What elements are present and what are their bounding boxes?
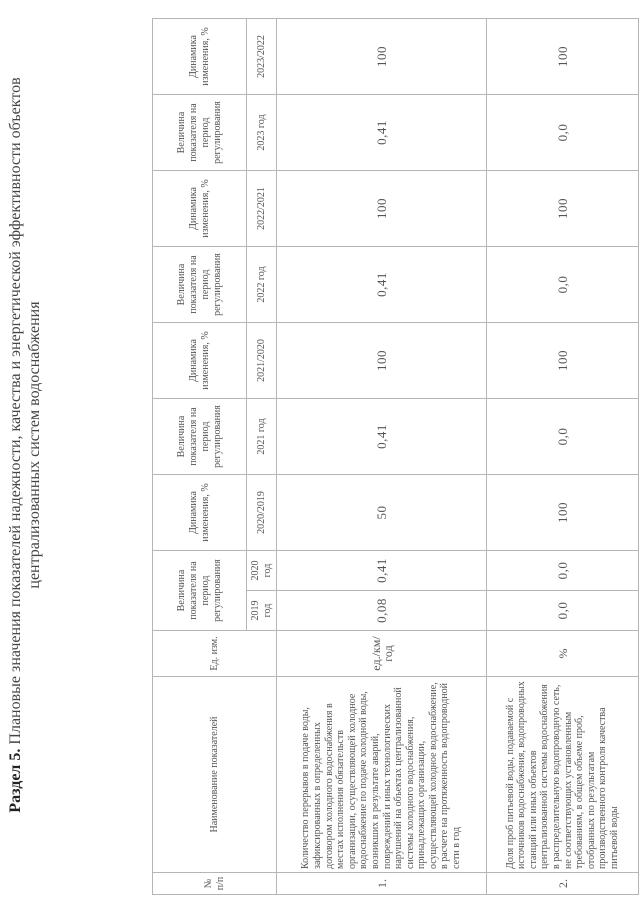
period-2023-2022: 2023/2022 — [247, 19, 277, 95]
section-title: Плановые значения показателей надежности, качества и энергетической эффективности объектов централизованных систем водоснабжения — [7, 77, 43, 745]
col-unit-header: Ед. изм. — [153, 631, 277, 677]
table-row — [487, 0, 639, 895]
indicator-unit: ед./км/год — [277, 631, 487, 677]
dynamics-2020-2019: 50 — [277, 475, 487, 551]
period-2021-2020: 2021/2020 — [247, 323, 277, 399]
col-name-header: Наименование показателей — [153, 677, 277, 873]
dynamics-2023-2022: 100 — [277, 19, 487, 95]
value-2022: 0,0 — [487, 247, 639, 323]
period-2020-2019: 2020/2019 — [247, 475, 277, 551]
period-2022-2021: 2022/2021 — [247, 171, 277, 247]
header-row — [153, 0, 247, 895]
period-2020: 2020 год — [247, 551, 277, 591]
indicator-unit: % — [487, 631, 639, 677]
value-2023: 0,41 — [277, 95, 487, 171]
dynamics-header-2022: Динамика изменения, % — [153, 171, 247, 247]
value-2019: 0,0 — [487, 591, 639, 631]
value-2020: 0,0 — [487, 551, 639, 591]
dynamics-2020-2019: 100 — [487, 475, 639, 551]
period-2021: 2021 год — [247, 399, 277, 475]
value-2020: 0,41 — [277, 551, 487, 591]
table-row — [277, 0, 487, 895]
dynamics-2022-2021: 100 — [487, 171, 639, 247]
dynamics-2021-2020: 100 — [487, 323, 639, 399]
value-2021: 0,41 — [277, 399, 487, 475]
section-heading — [6, 15, 44, 875]
dynamics-header-2023: Динамика изменения, % — [153, 19, 247, 95]
value-2021: 0,0 — [487, 399, 639, 475]
row-number: 2. — [487, 873, 639, 895]
indicator-name: Доля проб питьевой воды, подаваемой с источников водоснабжения, водопроводных станций или иных объектов централизованной системы водоснабжения в распределительную водопроводную сеть, не соответствующих установленным требованиям, в общем объеме проб, отобранных по результатам производственного контроля качества питьевой воды — [487, 677, 639, 873]
section-number: Раздел 5. — [7, 748, 24, 813]
indicator-name: Количество перерывов в подаче воды, зафиксированных в определенных договором холодного водоснабжения в местах исполнения обязательств организации, осуществляющей холодное водоснабжение по подаче холодной воды, возникших в результате аварий, повреждений и иных технологических нарушений на объектах централизованной системы холодного водоснабжения, принадлежащих организации, осуществляющей холодное водоснабжение, в расчете на протяженность водопроводной сети в год — [277, 677, 487, 873]
value-header-2023: Величина показателя на период регулирования — [153, 95, 247, 171]
value-header-2021: Величина показателя на период регулирования — [153, 399, 247, 475]
value-header-2019-2020: Величина показателя на период регулирования — [153, 551, 247, 631]
dynamics-header-2021: Динамика изменения, % — [153, 323, 247, 399]
period-2022: 2022 год — [247, 247, 277, 323]
period-2019: 2019 год — [247, 591, 277, 631]
dynamics-2022-2021: 100 — [277, 171, 487, 247]
dynamics-header-2020: Динамика изменения, % — [153, 475, 247, 551]
dynamics-2023-2022: 100 — [487, 19, 639, 95]
row-number: 1. — [277, 873, 487, 895]
col-num-header: № п/п — [153, 873, 277, 895]
period-2023: 2023 год — [247, 95, 277, 171]
indicators-table — [152, 0, 639, 895]
value-2022: 0,41 — [277, 247, 487, 323]
value-2023: 0,0 — [487, 95, 639, 171]
value-header-2022: Величина показателя на период регулирования — [153, 247, 247, 323]
value-2019: 0,08 — [277, 591, 487, 631]
dynamics-2021-2020: 100 — [277, 323, 487, 399]
